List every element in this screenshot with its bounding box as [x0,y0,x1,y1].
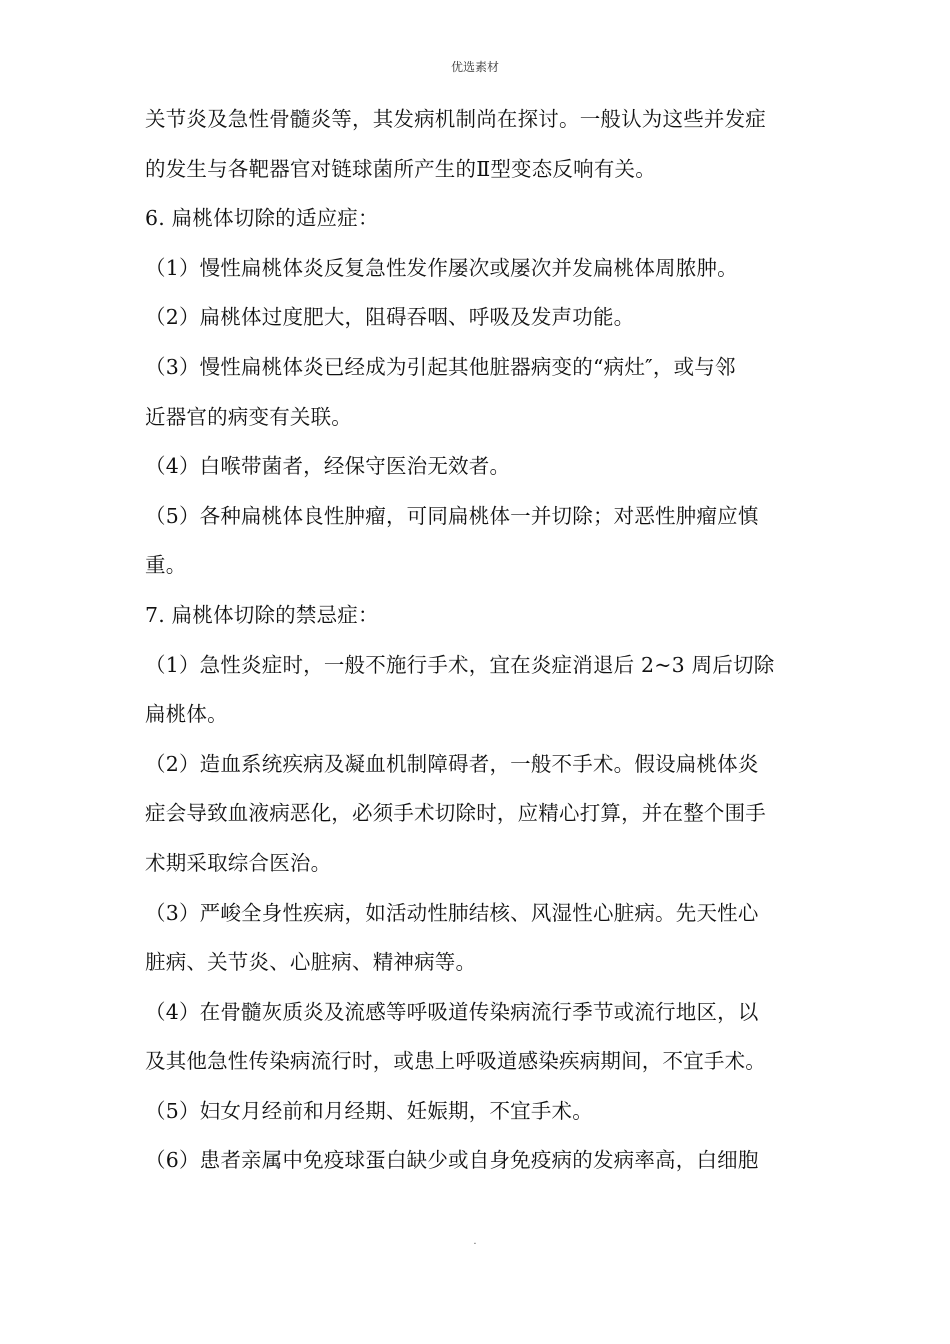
text-line: 扁桃体。 [145,702,228,727]
list-item: （1）急性炎症时，一般不施行手术，宜在炎症消退后 2~3 周后切除 [145,652,775,677]
list-item: （2）扁桃体过度肥大，阻碍吞咽、呼吸及发声功能。 [145,305,635,330]
text-line: 症会导致血液病恶化，必须手术切除时，应精心打算，并在整个围手 [145,801,766,826]
text-line: 脏病、关节炎、心脏病、精神病等。 [145,950,477,975]
list-item: （4）白喉带菌者，经保守医治无效者。 [145,454,511,479]
page-header: 优选素材 [450,60,499,74]
section-heading: 6. 扁桃体切除的适应症： [145,206,379,231]
text-line: 术期采取综合医治。 [145,850,332,875]
list-item: （5）各种扁桃体良性肿瘤，可同扁桃体一并切除；对恶性肿瘤应慎 [145,503,759,528]
list-item: （3）严峻全身性疾病，如活动性肺结核、风湿性心脏病。先天性心 [145,900,759,925]
text-line: 重。 [145,553,187,578]
document-body [145,102,820,1193]
text-line: 近器官的病变有关联。 [145,404,352,429]
section-heading: 7. 扁桃体切除的禁忌症： [145,602,379,627]
list-item: （1）慢性扁桃体炎反复急性发作屡次或屡次并发扁桃体周脓肿。 [145,255,738,280]
list-item: （3）慢性扁桃体炎已经成为引起其他脏器病变的“病灶″，或与邻 [145,354,736,379]
page-footer-mark: . [473,1236,477,1247]
text-line: 关节炎及急性骨髓炎等，其发病机制尚在探讨。一般认为这些并发症 [145,107,766,131]
list-item: （5）妇女月经前和月经期、妊娠期，不宜手术。 [145,1098,593,1123]
text-line: 的发生与各靶器官对链球菌所产生的Ⅱ型变态反响有关。 [145,156,656,181]
list-item: （4）在骨髓灰质炎及流感等呼吸道传染病流行季节或流行地区，以 [145,999,759,1024]
list-item: （6）患者亲属中免疫球蛋白缺少或自身免疫病的发病率高，白细胞 [145,1148,759,1173]
list-item: （2）造血系统疾病及凝血机制障碍者，一般不手术。假设扁桃体炎 [145,751,759,776]
text-line: 及其他急性传染病流行时，或患上呼吸道感染疾病期间，不宜手术。 [145,1049,766,1074]
